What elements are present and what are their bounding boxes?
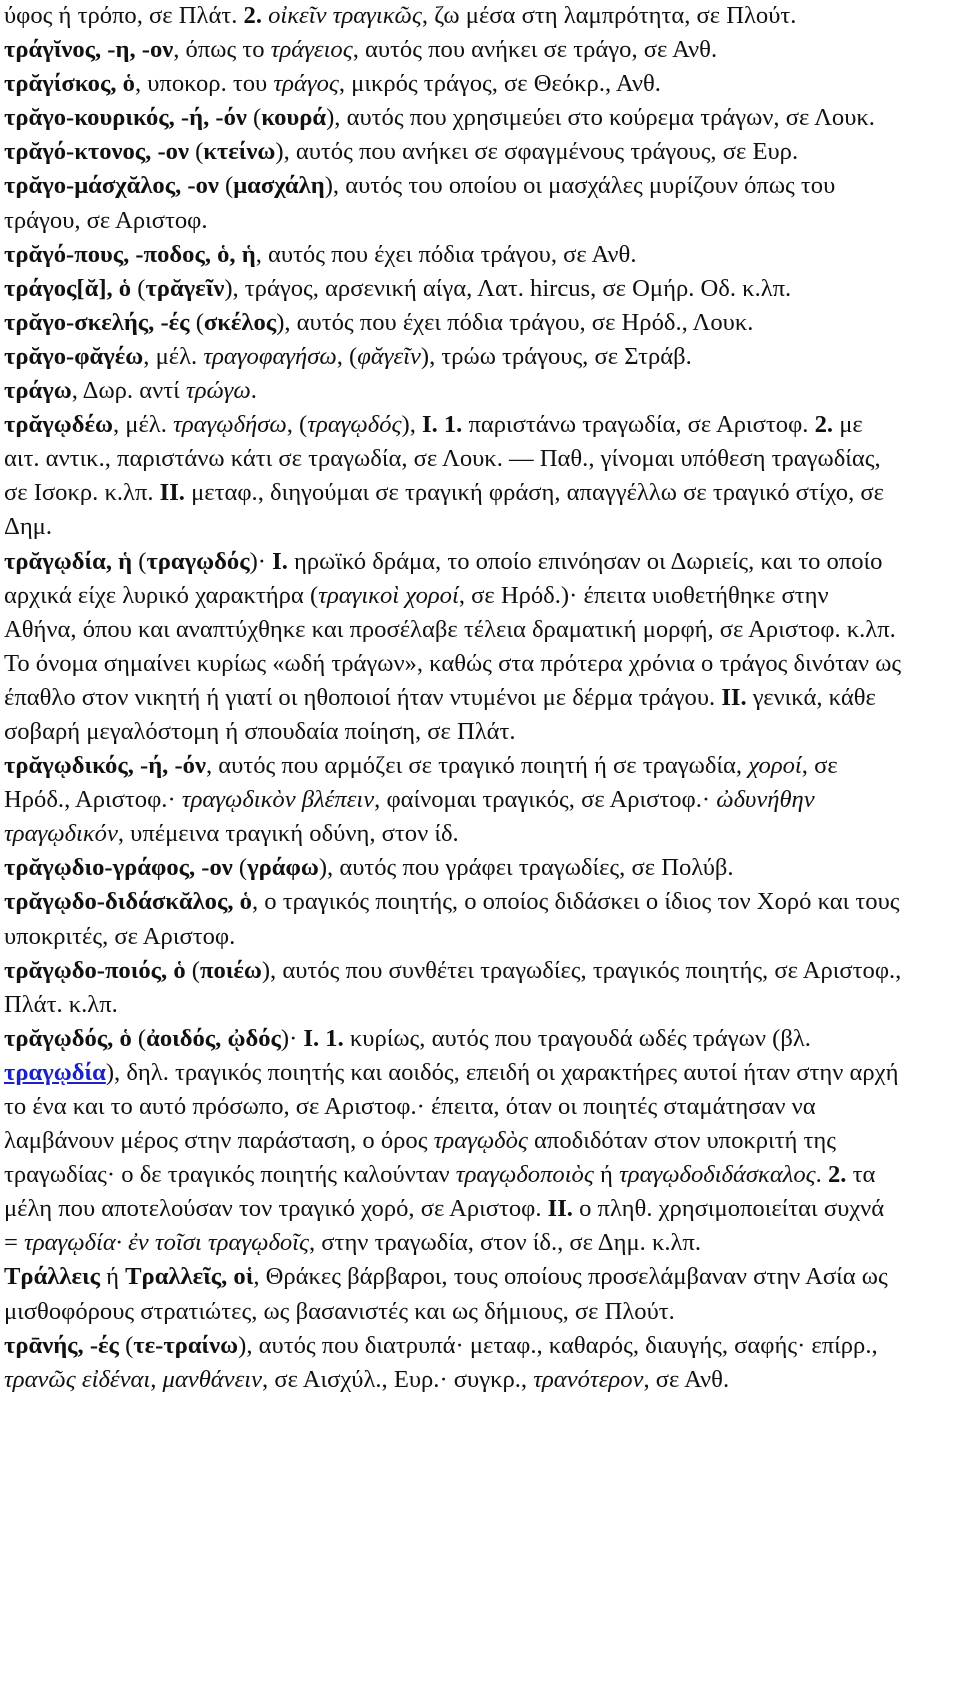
entry-text: ύφος ή τρόπο, σε Πλάτ. [4, 2, 244, 29]
headword-text: τρᾰγο-μάσχᾰλος, -ον [4, 172, 219, 200]
entry-text: ή [99, 1263, 126, 1291]
dictionary-entry [4, 67, 902, 101]
entry-text: , ο τραγικός ποιητής, ο οποίος διδάσκει ο ίδιος τον Χορό και τους υποκριτές, σε Αριστοφ. [4, 888, 900, 950]
headword-text: τρᾰγῳδός, ὁ [4, 1024, 132, 1052]
headword-text: ἀοιδός, ᾠδός [146, 1024, 281, 1052]
dictionary-entry [4, 749, 902, 851]
entry-text: ), τράγος, αρσενική αίγα, Λατ. hircus, σε Ομήρ. Οδ. κ.λπ. [224, 274, 792, 302]
entry-text: ( [131, 1024, 147, 1052]
entry-text: ), αυτός που χρησιμεύει στο κούρεμα τράγων, σε Λουκ. [326, 104, 875, 132]
entry-text: ), αυτός που διατρυπά· μεταφ., καθαρός, διαυγής, σαφής· επίρρ., [238, 1331, 878, 1359]
headword-text: τρᾰγῳδία, ἡ [4, 547, 133, 575]
dictionary-entry [4, 885, 902, 953]
entry-text: ( [185, 956, 200, 984]
italic-text: τραγῳδικὸν βλέπειν [181, 786, 375, 814]
entry-text: , αυτός που ανήκει σε τράγο, σε Ανθ. [352, 36, 718, 64]
entry-text: ( [132, 547, 147, 575]
entry-text: με αιτ. αντικ., παριστάνω κάτι σε τραγωδία, σε Λουκ. — Παθ., γίνομαι υπόθεση τραγωδίας, σε Ισοκρ. κ.λπ. [4, 411, 881, 507]
dictionary-entry [4, 238, 902, 272]
entry-text: ηρωϊκό δράμα, το οποίο επινόησαν οι Δωριείς, και το οποίο αρχικά είχε λυρικό χαρακτήρα ( [4, 547, 883, 609]
entry-text: ), αυτός που συνθέτει τραγωδίες, τραγικός ποιητής, σε Αριστοφ., Πλάτ. κ.λπ. [4, 956, 902, 1018]
entry-text: , σε Ανθ. [643, 1365, 730, 1393]
italic-text: τραγῳδία· ἐν τοῖσι τραγῳδοῖς [24, 1229, 309, 1257]
headword-text: τραγῳδός [146, 547, 250, 575]
entry-text: ), τρώω τράγους, σε Στράβ. [420, 342, 692, 370]
entry-text: , φαίνομαι τραγικός, σε Αριστοφ.· [374, 786, 717, 814]
headword-text: Τραλλεῖς, οἱ [125, 1263, 254, 1291]
italic-text: τρανότερον [533, 1365, 644, 1393]
headword-text: I. 1. [422, 411, 463, 439]
headword-text: σκέλος [203, 308, 277, 336]
italic-text: τραγοφαγήσω [203, 342, 337, 370]
dictionary-entry [4, 101, 902, 135]
entry-text: . [250, 377, 257, 405]
dictionary-entry [4, 1260, 902, 1328]
entry-text: αποδιδόταν στον υποκριτή της τραγωδίας· ο δε τραγικός ποιητής καλούνταν [4, 1127, 837, 1189]
italic-text: τραγῳδήσω [173, 411, 287, 439]
dictionary-entry [4, 135, 902, 169]
italic-text: τραγῳδοποιὸς [455, 1161, 594, 1189]
italic-text: χοροί [748, 752, 802, 780]
italic-text: τράγος [273, 70, 339, 98]
italic-text: τρώγω [185, 377, 251, 405]
headword-text: τρᾰγο-κουρικός, -ή, -όν [4, 104, 247, 132]
italic-text: τραγικοὶ χοροί [318, 581, 459, 609]
headword-text: τρᾰγῳδο-ποιός, ὁ [4, 956, 186, 984]
headword-text: 2. [827, 1161, 847, 1189]
dictionary-entry [4, 340, 902, 374]
headword-text: ποιέω [199, 956, 262, 984]
dictionary-entry [4, 954, 902, 1022]
entry-text: ), αυτός του οποίου οι μασχάλες μυρίζουν όπως του τράγου, σε Αριστοφ. [4, 172, 836, 234]
headword-text: τρᾰγεῖν [145, 274, 225, 302]
entry-text: ( [189, 308, 204, 336]
entry-text: κυρίως, αυτός που τραγουδά ωδές τράγων (βλ. [343, 1024, 811, 1052]
entry-text: ), αυτός που έχει πόδια τράγου, σε Ηρόδ., Λουκ. [276, 308, 754, 336]
headword-text: γράφω [247, 854, 319, 882]
headword-text: τράγω [4, 377, 72, 405]
entry-text: , στην τραγωδία, στον ίδ., σε Δημ. κ.λπ. [309, 1229, 701, 1257]
headword-text: τρᾰγίσκος, ὁ [4, 70, 135, 98]
headword-text: τρᾰγο-σκελής, -ές [4, 308, 190, 336]
italic-text: φᾰγεῖν [357, 342, 421, 370]
entry-text: , υπέμεινα τραγική οδύνη, στον ίδ. [117, 820, 459, 848]
dictionary-entry [4, 1329, 902, 1397]
entry-text: ( [218, 172, 234, 200]
headword-text: 2. [243, 2, 262, 29]
headword-text: τρᾱνής, -ές [4, 1331, 119, 1359]
headword-text: κτείνω [203, 138, 276, 166]
entry-text: , Θράκες βάρβαροι, τους οποίους προσελάμβαναν στην Ασία ως μισθοφόρους στρατιώτες, ως βασανιστές και ως δήμιους, σε Πλούτ. [4, 1263, 888, 1325]
headword-text: τρᾰγο-φᾰγέω [4, 342, 144, 370]
entry-text: ο πληθ. χρησιμοποιείται συχνά = [4, 1195, 885, 1257]
italic-text: τραγῳδοδιδάσκαλος [618, 1161, 816, 1189]
entry-text: ( [118, 1331, 134, 1359]
entry-text: , ( [336, 342, 358, 370]
entry-text: ( [246, 104, 262, 132]
dictionary-entry [4, 374, 902, 408]
entry-text: , σε Αισχύλ., Ευρ.· συγκρ., [262, 1365, 534, 1393]
entry-text: γενικά, κάθε σοβαρή μεγαλόστομη ή σπουδαία ποίηση, σε Πλάτ. [4, 683, 876, 745]
headword-text: Τράλλεις [4, 1263, 100, 1291]
headword-text: I. [272, 547, 288, 575]
headword-text: τρᾰγῳδο-διδάσκᾰλος, ὁ [4, 888, 252, 916]
dictionary-entry [4, 306, 902, 340]
headword-text: II. [547, 1195, 573, 1223]
entry-text: ), αυτός που ανήκει σε σφαγμένους τράγους, σε Ευρ. [275, 138, 799, 166]
entry-text: , όπως το [173, 36, 271, 64]
entry-text: τα μέλη που αποτελούσαν τον τραγικό χορό, σε Αριστοφ. [4, 1161, 876, 1223]
entry-text: μεταφ., διηγούμαι σε τραγική φράση, απαγγέλλω σε τραγικό στίχο, σε Δημ. [4, 479, 884, 541]
entry-text: , ( [286, 411, 308, 439]
headword-text: μασχάλη [233, 172, 325, 200]
entry-text: , μέλ. [143, 342, 204, 370]
headword-text: τρᾰγό-κτονος, -ον [4, 138, 189, 166]
headword-text: τε-τραίνω [133, 1331, 239, 1359]
dictionary-entry [4, 851, 902, 885]
dictionary-entry [4, 169, 902, 237]
entry-text: )· [280, 1024, 304, 1052]
italic-text: οἰκεῖν τραγικῶς [268, 2, 422, 29]
entry-text: . [815, 1161, 828, 1189]
entry-text: , σε Ηρόδ.)· έπειτα υιοθετήθηκε στην Αθήνα, όπου και αναπτύχθηκε και προσέλαβε τέλεια δραματική μορφή, σε Αριστοφ. κ.λπ. Το όνομα σημαίνει κυρίως «ωδή τράγων», καθώς στα πρότερα χρόνια ο τράγος δινόταν ως έπαθλο στον νικητή ή γιατί οι ηθοποιοί ήταν ντυμένοι με δέρμα τράγου. [4, 581, 902, 711]
dictionary-entry [4, 408, 902, 544]
entry-text: , αυτός που έχει πόδια τράγου, σε Ανθ. [255, 240, 637, 268]
dictionary-entry [4, 33, 902, 67]
entry-text: παριστάνω τραγωδία, σε Αριστοφ. [462, 411, 815, 439]
entry-text: ), [401, 411, 422, 439]
entry-text: ή [593, 1161, 619, 1189]
entry-text: , σε Ηρόδ., Αριστοφ.· [4, 752, 838, 814]
entry-text: ( [131, 274, 146, 302]
headword-text: τρᾰγό-πους, -ποδος, ὁ, ἡ [4, 240, 256, 268]
entry-text: ), δηλ. τραγικός ποιητής και αοιδός, επειδή οι χαρακτήρες αυτοί ήταν στην αρχή το ένα και το αυτό πρόσωπο, σε Αριστοφ.· έπειτα, όταν οι ποιητές σταμάτησαν να λαμβάνουν μέρος στην παράσταση, ο όρος [4, 1058, 899, 1155]
headword-text: II. [721, 683, 747, 711]
entry-text: , μικρός τράγος, σε Θεόκρ., Ανθ. [338, 70, 661, 98]
entry-text: )· [249, 547, 273, 575]
headword-text: I. 1. [303, 1024, 344, 1052]
entry-text: ), αυτός που γράφει τραγωδίες, σε Πολύβ. [318, 854, 734, 882]
headword-text: τράγῐνος, -η, -ον [4, 36, 174, 64]
entry-text: ( [188, 138, 204, 166]
entry-text: ( [232, 854, 248, 882]
headword-text: II. [159, 479, 185, 507]
headword-text: τρᾰγῳδέω [4, 411, 113, 439]
headword-text: κουρά [261, 104, 327, 132]
headword-text: τρᾰγῳδικός, -ή, -όν [4, 752, 206, 780]
entry-text: , Δωρ. αντί [71, 377, 186, 405]
entry-text: , μέλ. [112, 411, 174, 439]
italic-text: τραγῳδὸς [433, 1127, 528, 1155]
entry-text: , αυτός που αρμόζει σε τραγικό ποιητή ή σε τραγωδία, [205, 752, 749, 780]
dictionary-entry [4, 545, 902, 750]
entry-text: , υποκορ. του [134, 70, 274, 98]
italic-text: τρανῶς εἰδέναι, μανθάνειν [4, 1365, 263, 1393]
headword-text: 2. [814, 411, 834, 439]
dictionary-entry [4, 272, 902, 306]
dictionary-entry [4, 1022, 902, 1261]
headword-text: τράγος[ᾰ], ὁ [4, 274, 132, 302]
cross-reference-link[interactable]: τραγῳδία [4, 1058, 106, 1086]
italic-text: ὠδυνήθην τραγῳδικόν [4, 786, 815, 848]
italic-text: τραγῳδός [307, 411, 402, 439]
entry-text: , ζω μέσα στη λαμπρότητα, σε Πλούτ. [421, 2, 797, 29]
italic-text: τράγειος [270, 36, 353, 64]
dictionary-entry [4, 0, 902, 33]
headword-text: τρᾰγῳδιο-γράφος, -ον [4, 854, 233, 882]
